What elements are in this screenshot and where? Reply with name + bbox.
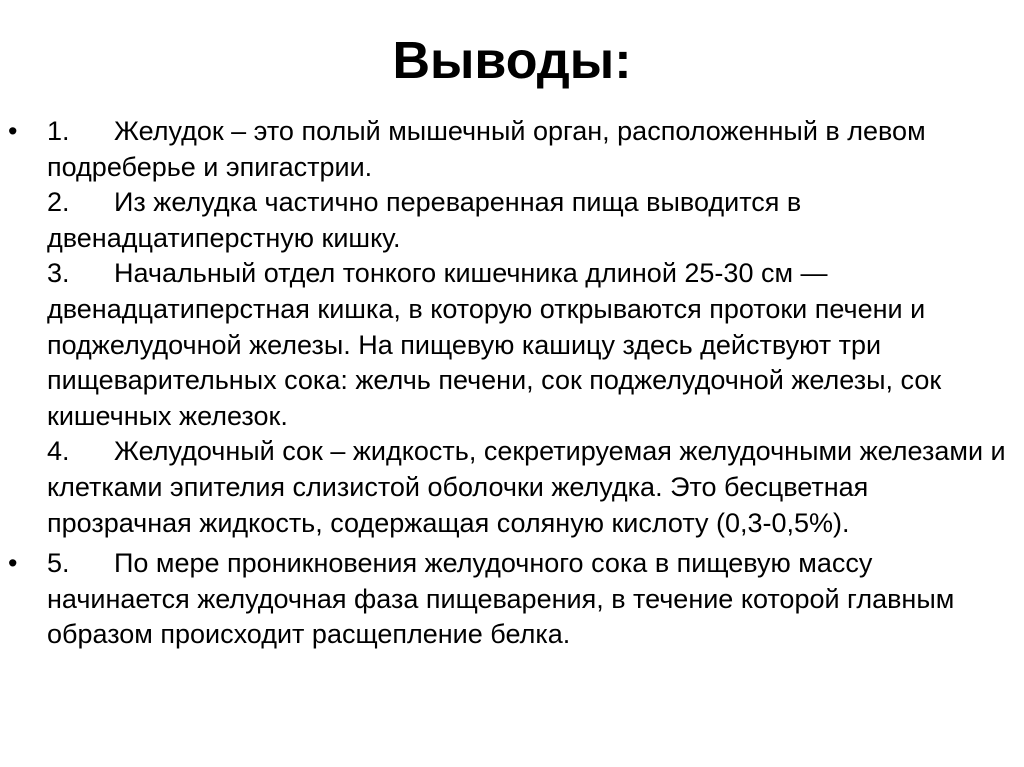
- bullet-marker: •: [8, 548, 18, 579]
- slide-title: Выводы:: [392, 32, 632, 90]
- item-text: По мере проникновения желудочного сока в пищевую массу начинается желудочная фаза пищеварения, в течение которой главным образом происходит расщепление белка.: [47, 548, 955, 650]
- item-text: Желудочный сок – жидкость, секретируемая желудочными железами и клетками эпителия слизистой оболочки желудка. Это бесцветная прозрачная жидкость, содержащая соляную кислоту (0,3-0,5%).: [47, 436, 1006, 538]
- item-number: 5.: [47, 548, 70, 579]
- item-number: 3.: [47, 258, 70, 289]
- bullet-1: [0, 114, 1024, 541]
- list-item: [47, 185, 1017, 256]
- item-text: Начальный отдел тонкого кишечника длиной 25-30 см — двенадцатиперстная кишка, в которую открываются протоки печени и поджелудочной железы. На пищевую кашицу здесь действуют три пищеварительных сока: желчь печени, сок поджелудочной железы, сок кишечных железок.: [47, 258, 942, 431]
- slide-body: [0, 114, 1024, 653]
- bullet-text: [47, 114, 1017, 541]
- bullet-marker: •: [8, 116, 18, 146]
- item-number: 4.: [47, 436, 70, 467]
- item-number: 2.: [47, 187, 70, 218]
- list-item: [47, 546, 1017, 653]
- item-text: Желудок – это полый мышечный орган, расположенный в левом подреберье и эпигастрии.: [47, 116, 926, 182]
- item-text: Из желудка частично переваренная пища выводится в двенадцатиперстную кишку.: [47, 187, 802, 253]
- list-item: [47, 114, 1017, 185]
- list-item: [47, 434, 1017, 541]
- item-number: 1.: [47, 116, 70, 146]
- bullet-2: [0, 546, 1024, 653]
- bullet-text: [47, 546, 1017, 653]
- list-item: [47, 256, 1017, 434]
